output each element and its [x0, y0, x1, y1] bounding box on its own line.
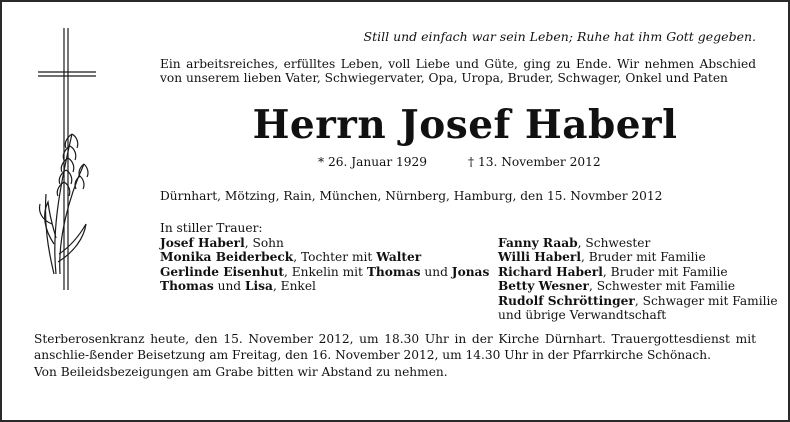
mourner-name: Monika Beiderbeck	[160, 250, 294, 265]
mourner-row	[160, 250, 480, 264]
mourners-left-column	[160, 236, 490, 294]
mourner-relation: , Schwager mit Familie	[634, 293, 778, 308]
mourner-name: Lisa	[244, 279, 273, 294]
mourner-row	[498, 265, 768, 279]
birth-date: * 26. Januar 1929	[318, 155, 428, 169]
mourner-name: Fanny Raab	[498, 236, 578, 250]
mourner-row	[160, 279, 480, 293]
mourner-row	[498, 250, 768, 264]
mourner-relation: , Enkel	[272, 279, 316, 294]
mourner-row	[498, 293, 778, 308]
mourner-relation: , Tochter mit	[293, 250, 377, 265]
deceased-name: Herrn Josef Haberl	[252, 102, 678, 148]
mourner-name: Thomas	[160, 279, 214, 294]
mourner-name: Richard Haberl	[498, 264, 603, 279]
mourner-name: Josef Haberl	[160, 236, 245, 250]
mourner-row	[498, 279, 768, 293]
condolence-note: Von Beileidsbezeigungen am Grabe bitten wir Abstand zu nehmen.	[34, 365, 448, 379]
mourner-relation: , Bruder mit Familie	[580, 250, 706, 265]
mourner-name: Betty Wesner	[498, 279, 589, 294]
cross-with-wheat-icon	[34, 24, 104, 294]
mourner-relation: und	[213, 279, 245, 294]
mourner-relation: und übrige Verwandtschaft	[498, 308, 667, 323]
mourner-name: Walter	[376, 250, 422, 265]
mourner-name: Thomas	[366, 264, 421, 279]
mourners-label: In stiller Trauer:	[160, 221, 263, 235]
mourner-name: Rudolf Schröttinger	[498, 293, 635, 308]
mourner-relation: , Schwester	[577, 236, 651, 250]
mourner-relation: , Bruder mit Familie	[602, 264, 728, 279]
mourner-row	[160, 236, 480, 250]
motto: Still und einfach war sein Leben; Ruhe hat ihm Gott gegeben.	[363, 29, 756, 44]
intro-text: Ein arbeitsreiches, erfülltes Leben, voll Liebe und Güte, ging zu Ende. Wir nehmen Abschied von unserem lieben Vater, Schwiegervater, Opa, Uropa, Bruder, Schwager, Onkel und Paten	[160, 57, 756, 85]
mourner-relation: und	[420, 264, 452, 279]
mourner-row	[498, 236, 768, 250]
mourner-relation: , Enkelin mit	[283, 264, 367, 279]
mourners-right-column	[498, 236, 778, 323]
mourner-name: Gerlinde Eisenhut	[160, 264, 284, 279]
death-date: † 13. November 2012	[468, 155, 601, 169]
mourner-row	[160, 264, 490, 279]
mourner-name: Willi Haberl	[498, 250, 581, 265]
places-and-date: Dürnhart, Mötzing, Rain, München, Nürnberg, Hamburg, den 15. Novmber 2012	[160, 189, 663, 203]
mourner-row	[498, 308, 768, 322]
mourner-name: Jonas	[451, 264, 490, 279]
service-info: Sterberosenkranz heute, den 15. November 2012, um 18.30 Uhr in der Kirche Dürnhart. Trauergottesdienst mit anschlie-ßender Beisetzung am Freitag, den 16. November 2012, um 14.30 Uhr in der Pfarrkirche Schönach.	[34, 332, 756, 362]
mourner-relation: , Schwester mit Familie	[588, 279, 736, 294]
mourner-relation: , Sohn	[244, 236, 284, 250]
